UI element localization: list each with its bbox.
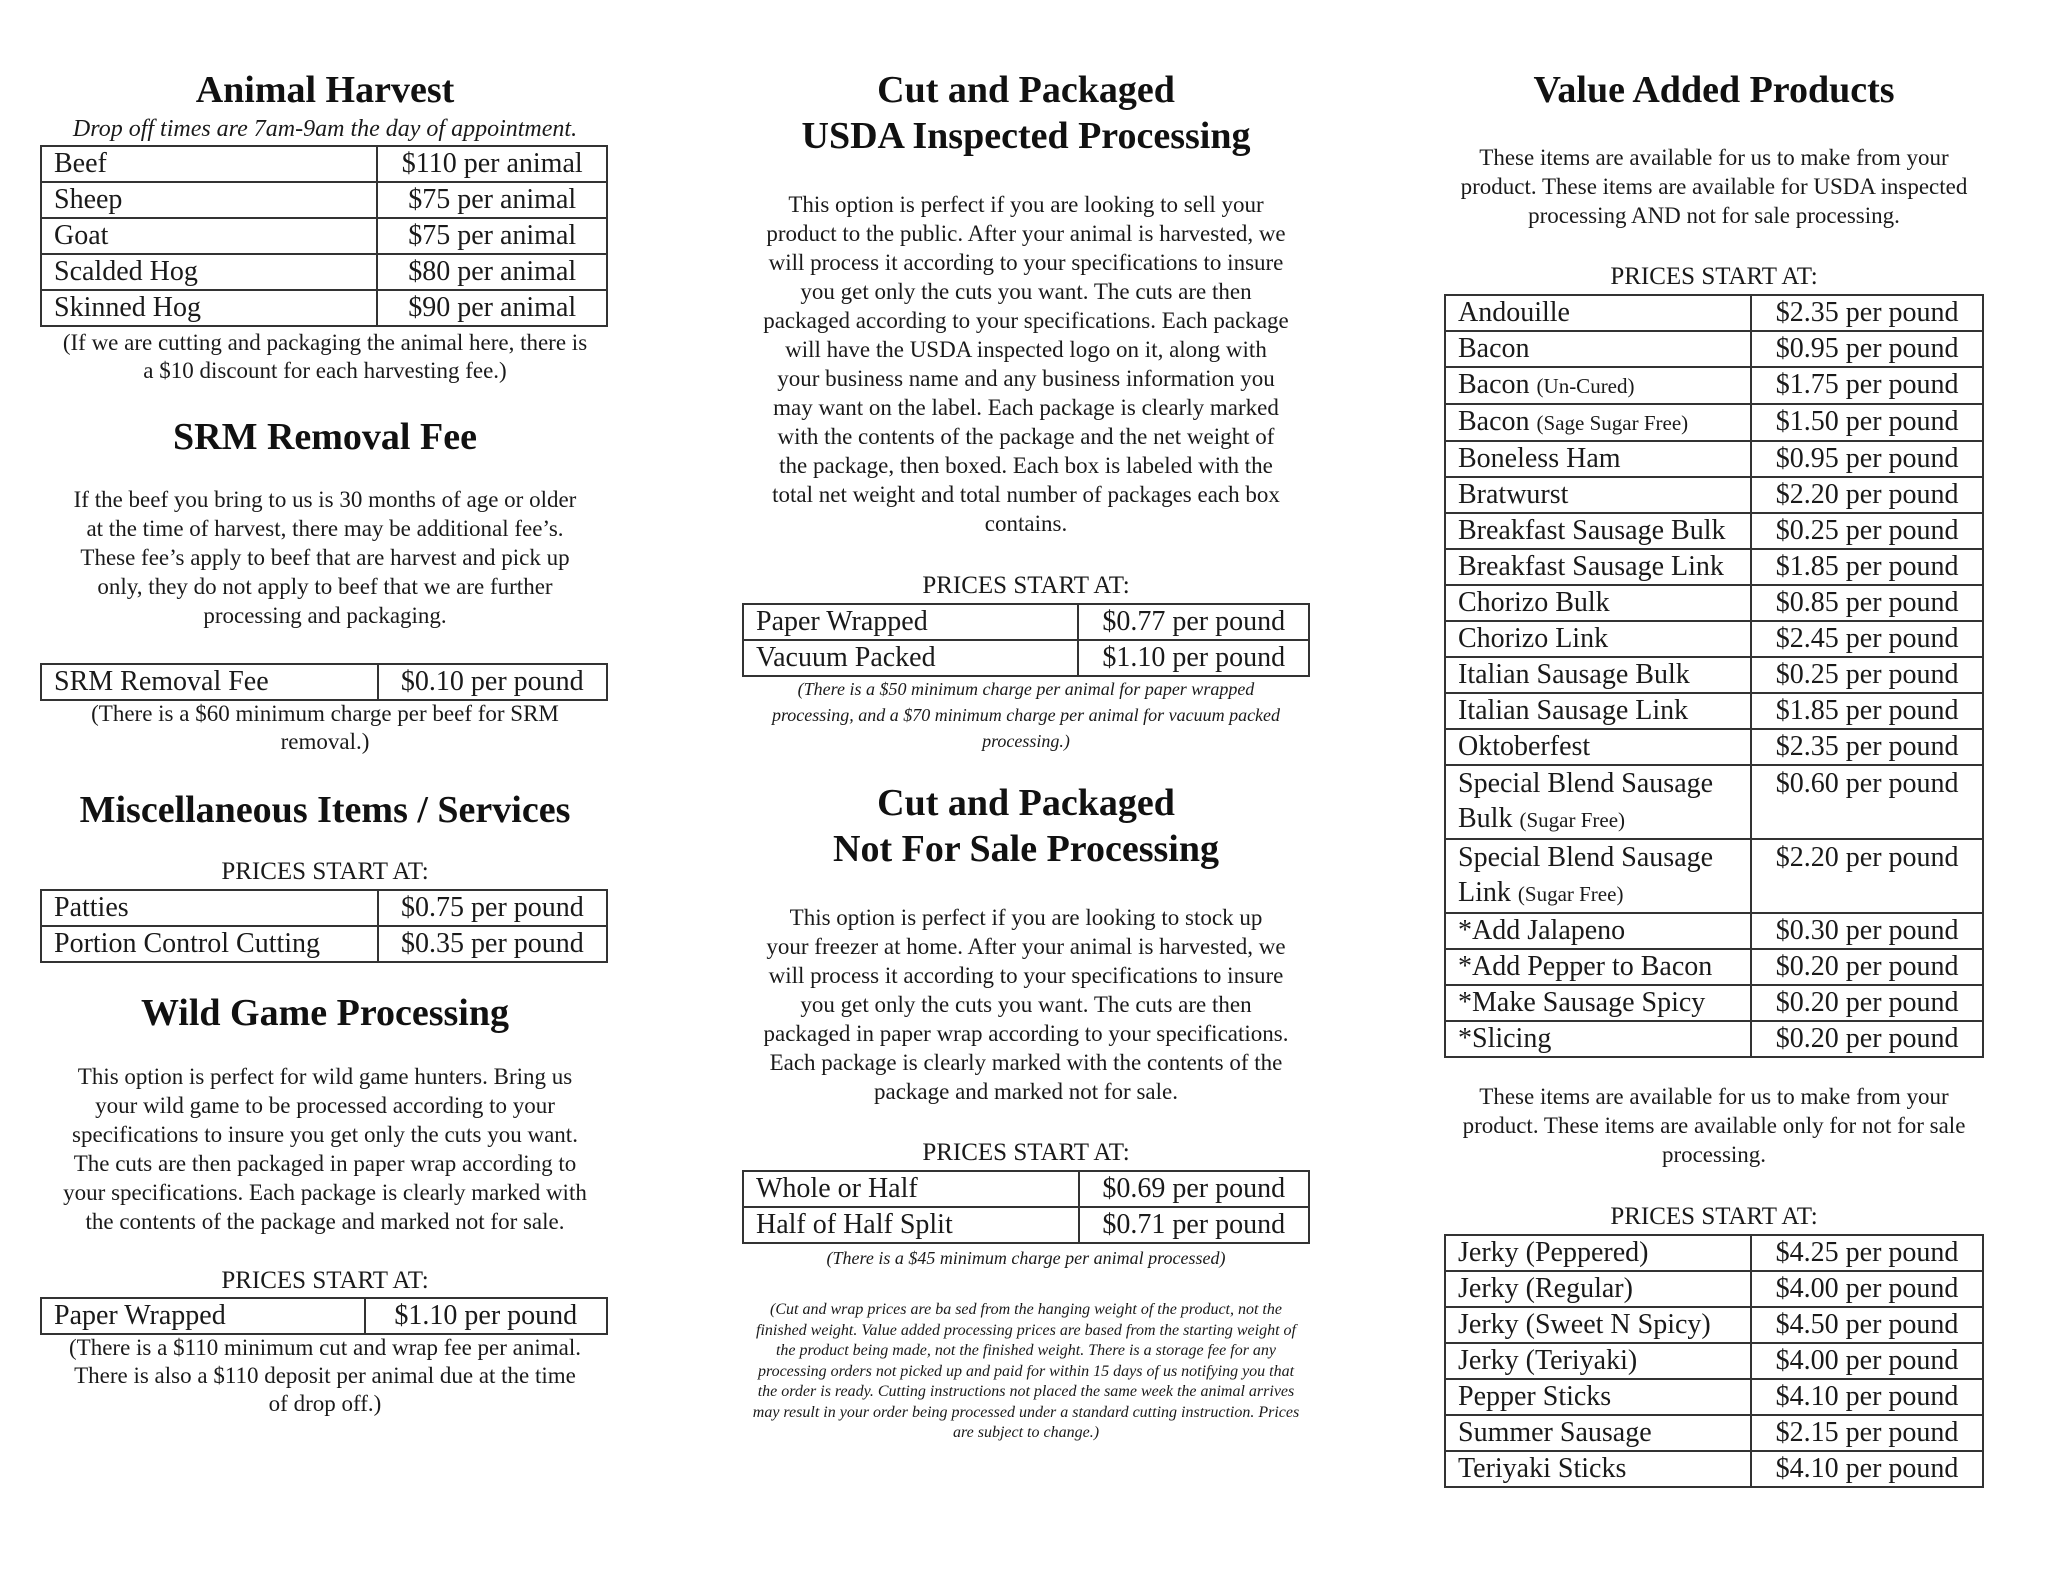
- item-name: Jerky (Teriyaki): [1445, 1343, 1751, 1379]
- note-line: of drop off.): [268, 1391, 382, 1416]
- note-line: (There is a $50 minimum charge per animal for paper wrapped: [797, 679, 1255, 699]
- para-line: Each package is clearly marked with the contents of the: [769, 1050, 1283, 1075]
- fine-line: finished weight. Value added processing prices are based from the starting weight of: [756, 1321, 1296, 1339]
- table-row: [1445, 1307, 1983, 1343]
- fine-line: the order is ready. Cutting instructions not placed the same week the animal arrives: [757, 1383, 1295, 1400]
- para-line: the package, then boxed. Each box is labeled with the: [779, 453, 1273, 478]
- para-line: may want on the label. Each package is clearly marked: [773, 395, 1279, 420]
- item-price: $110 per animal: [377, 146, 607, 182]
- harvest-discount-note: [30, 329, 620, 385]
- note-line: There is also a $110 deposit per animal due at the time: [74, 1363, 576, 1388]
- para-line: will process it according to your specifications to insure: [768, 250, 1284, 275]
- item-name: *Add Pepper to Bacon: [1445, 949, 1751, 985]
- para-line: product. These items are available for USDA inspected: [1460, 174, 1968, 199]
- not-for-sale-table: [742, 1170, 1310, 1244]
- item-price: $1.75 per pound: [1751, 367, 1983, 404]
- table-row: [1445, 765, 1983, 839]
- table-row: [1445, 441, 1983, 477]
- item-price: $0.20 per pound: [1751, 1021, 1983, 1057]
- usda-title: [730, 67, 1322, 159]
- note-line: a $10 discount for each harvesting fee.): [143, 358, 507, 383]
- item-price: $2.35 per pound: [1751, 295, 1983, 331]
- table-row: [41, 254, 607, 290]
- table-row: [1445, 367, 1983, 404]
- animal-harvest-title: Animal Harvest: [195, 69, 455, 111]
- table-row: [1445, 331, 1983, 367]
- item-price: $0.69 per pound: [1079, 1171, 1309, 1207]
- not-for-sale-title: [730, 780, 1322, 872]
- para-line: your business name and any business information you: [777, 366, 1275, 391]
- item-name: Jerky (Regular): [1445, 1271, 1751, 1307]
- item-price: $90 per animal: [377, 290, 607, 326]
- prices-label: PRICES START AT:: [1610, 1203, 1818, 1230]
- para-line: These fee’s apply to beef that are harvest and pick up: [80, 545, 570, 570]
- item-name: Bacon: [1445, 331, 1751, 367]
- para-line: package and marked not for sale.: [874, 1079, 1178, 1104]
- item-price: $75 per animal: [377, 218, 607, 254]
- item-name: Scalded Hog: [41, 254, 377, 290]
- animal-harvest-table: [40, 145, 608, 327]
- item-name: Italian Sausage Bulk: [1445, 657, 1751, 693]
- item-price: $4.25 per pound: [1751, 1235, 1983, 1271]
- item-name: Boneless Ham: [1445, 441, 1751, 477]
- fine-line: (Cut and wrap prices are ba sed from the hanging weight of the product, not the: [770, 1301, 1282, 1318]
- table-row: [1445, 1379, 1983, 1415]
- prices-label: PRICES START AT:: [221, 1267, 429, 1294]
- table-row: [1445, 913, 1983, 949]
- para-line: packaged in paper wrap according to your specifications.: [763, 1021, 1289, 1046]
- table-row: [1445, 1271, 1983, 1307]
- fine-line: are subject to change.): [952, 1424, 1100, 1441]
- item-price: $0.60 per pound: [1751, 765, 1983, 839]
- para-line: your specifications. Each package is clearly marked with: [63, 1180, 587, 1205]
- item-qualifier: (Sugar Free): [1517, 882, 1624, 906]
- para-line: specifications to insure you get only the cuts you want.: [72, 1122, 578, 1147]
- para-line: This option is perfect for wild game hunters. Bring us: [77, 1064, 573, 1089]
- table-row: [1445, 693, 1983, 729]
- wild-game-table: [40, 1297, 608, 1335]
- item-name: Paper Wrapped: [41, 1298, 365, 1334]
- item-price: $0.95 per pound: [1751, 441, 1983, 477]
- item-qualifier: (Sage Sugar Free): [1536, 411, 1689, 435]
- srm-paragraph: [30, 485, 620, 630]
- item-name: Pepper Sticks: [1445, 1379, 1751, 1415]
- not-for-sale-paragraph: [730, 903, 1322, 1106]
- table-row: [1445, 839, 1983, 913]
- item-price: $75 per animal: [377, 182, 607, 218]
- table-row: [41, 664, 607, 700]
- item-name: Chorizo Bulk: [1445, 585, 1751, 621]
- right-column: [1432, 0, 1996, 1582]
- para-line: These items are available for us to make from your: [1479, 1084, 1949, 1109]
- item-price: $0.35 per pound: [378, 926, 607, 962]
- not-for-sale-note: (There is a $45 minimum charge per animal processed): [826, 1248, 1226, 1268]
- table-row: [743, 1171, 1309, 1207]
- note-line: processing, and a $70 minimum charge per animal for vacuum packed: [771, 705, 1281, 725]
- item-price: $0.25 per pound: [1751, 513, 1983, 549]
- title-line: USDA Inspected Processing: [801, 115, 1251, 157]
- para-line: your wild game to be processed according to your: [95, 1093, 555, 1118]
- item-price: $0.77 per pound: [1078, 604, 1309, 640]
- item-price: $4.10 per pound: [1751, 1451, 1983, 1487]
- item-name: Summer Sausage: [1445, 1415, 1751, 1451]
- item-price: $1.10 per pound: [1078, 640, 1309, 676]
- title-line: Not For Sale Processing: [833, 828, 1219, 870]
- para-line: If the beef you bring to us is 30 months of age or older: [73, 487, 577, 512]
- misc-table: [40, 889, 608, 963]
- item-name: *Make Sausage Spicy: [1445, 985, 1751, 1021]
- table-row: [1445, 1235, 1983, 1271]
- item-price: $0.25 per pound: [1751, 657, 1983, 693]
- item-price: $4.00 per pound: [1751, 1271, 1983, 1307]
- item-name: Special Blend Sausage Bulk (Sugar Free): [1445, 765, 1751, 839]
- table-row: [41, 146, 607, 182]
- title-line: Cut and Packaged: [877, 69, 1175, 111]
- para-line: This option is perfect if you are looking to sell your: [788, 192, 1264, 217]
- item-name: *Slicing: [1445, 1021, 1751, 1057]
- note-line: (There is a $110 minimum cut and wrap fee per animal.: [69, 1335, 581, 1360]
- fine-line: processing orders not picked up and paid for within 15 days of us notifying you that: [757, 1362, 1295, 1380]
- table-row: [41, 926, 607, 962]
- item-price: $0.85 per pound: [1751, 585, 1983, 621]
- table-row: [1445, 1343, 1983, 1379]
- item-price: $0.20 per pound: [1751, 949, 1983, 985]
- misc-title: Miscellaneous Items / Services: [79, 789, 571, 831]
- item-price: $0.95 per pound: [1751, 331, 1983, 367]
- table-row: [41, 182, 607, 218]
- usda-paragraph: [730, 190, 1322, 538]
- item-name: Jerky (Sweet N Spicy): [1445, 1307, 1751, 1343]
- srm-note: [30, 700, 620, 756]
- item-name: Oktoberfest: [1445, 729, 1751, 765]
- item-name: Beef: [41, 146, 377, 182]
- para-line: product. These items are available only for not for sale: [1462, 1113, 1966, 1138]
- table-row: [743, 640, 1309, 676]
- item-price: $2.20 per pound: [1751, 839, 1983, 913]
- item-name: Breakfast Sausage Link: [1445, 549, 1751, 585]
- item-price: $80 per animal: [377, 254, 607, 290]
- item-name: Andouille: [1445, 295, 1751, 331]
- item-name: SRM Removal Fee: [41, 664, 378, 700]
- para-line: total net weight and total number of packages each box: [772, 482, 1280, 507]
- item-name: Bacon (Sage Sugar Free): [1445, 404, 1751, 441]
- left-column: [30, 0, 620, 1582]
- table-row: [743, 1207, 1309, 1243]
- para-line: processing AND not for sale processing.: [1528, 203, 1900, 228]
- table-row: [1445, 949, 1983, 985]
- fine-line: may result in your order being processed under a standard cutting instruction. Prices: [752, 1403, 1300, 1421]
- table-row: [1445, 513, 1983, 549]
- table-row: [1445, 985, 1983, 1021]
- item-price: $4.00 per pound: [1751, 1343, 1983, 1379]
- item-name: Vacuum Packed: [743, 640, 1078, 676]
- item-name: Patties: [41, 890, 378, 926]
- para-line: product to the public. After your animal is harvested, we: [766, 221, 1286, 246]
- para-line: packaged according to your specifications. Each package: [763, 308, 1289, 333]
- para-line: you get only the cuts you want. The cuts are then: [800, 279, 1252, 304]
- table-row: [1445, 657, 1983, 693]
- not-for-sale-only-paragraph: [1432, 1082, 1996, 1169]
- item-qualifier: (Sugar Free): [1519, 808, 1626, 832]
- item-price: $1.85 per pound: [1751, 693, 1983, 729]
- item-price: $1.85 per pound: [1751, 549, 1983, 585]
- table-row: [1445, 477, 1983, 513]
- para-line: This option is perfect if you are looking to stock up: [789, 905, 1263, 930]
- item-qualifier: (Un-Cured): [1536, 374, 1635, 398]
- para-line: at the time of harvest, there may be additional fee’s.: [86, 516, 564, 541]
- note-line: (If we are cutting and packaging the animal here, there is: [62, 330, 588, 355]
- item-name: Bratwurst: [1445, 477, 1751, 513]
- note-line: (There is a $60 minimum charge per beef for SRM: [91, 701, 559, 726]
- table-row: [41, 290, 607, 326]
- wild-game-paragraph: [30, 1062, 620, 1236]
- srm-title: SRM Removal Fee: [173, 416, 477, 458]
- para-line: processing and packaging.: [203, 603, 447, 628]
- item-name: Sheep: [41, 182, 377, 218]
- item-price: $0.10 per pound: [378, 664, 607, 700]
- fine-print: [730, 1300, 1322, 1444]
- item-price: $4.10 per pound: [1751, 1379, 1983, 1415]
- jerky-table: [1444, 1234, 1984, 1488]
- item-price: $1.10 per pound: [365, 1298, 607, 1334]
- item-name: Paper Wrapped: [743, 604, 1078, 640]
- para-line: only, they do not apply to beef that we are further: [97, 574, 553, 599]
- table-row: [41, 1298, 607, 1334]
- table-row: [1445, 295, 1983, 331]
- value-added-title: Value Added Products: [1533, 69, 1895, 111]
- para-line: with the contents of the package and the net weight of: [777, 424, 1275, 449]
- wild-game-title: Wild Game Processing: [140, 992, 510, 1034]
- table-row: [41, 218, 607, 254]
- srm-table: [40, 663, 608, 701]
- item-name: Breakfast Sausage Bulk: [1445, 513, 1751, 549]
- item-name: Teriyaki Sticks: [1445, 1451, 1751, 1487]
- item-price: $2.45 per pound: [1751, 621, 1983, 657]
- table-row: [1445, 585, 1983, 621]
- para-line: These items are available for us to make from your: [1479, 145, 1949, 170]
- table-row: [1445, 1451, 1983, 1487]
- table-row: [743, 604, 1309, 640]
- usda-note: [730, 676, 1322, 754]
- para-line: the contents of the package and marked not for sale.: [85, 1209, 565, 1234]
- item-price: $4.50 per pound: [1751, 1307, 1983, 1343]
- item-name: Bacon (Un-Cured): [1445, 367, 1751, 404]
- item-name: Half of Half Split: [743, 1207, 1079, 1243]
- item-price: $1.50 per pound: [1751, 404, 1983, 441]
- item-name: Whole or Half: [743, 1171, 1079, 1207]
- item-price: $0.75 per pound: [378, 890, 607, 926]
- item-name: *Add Jalapeno: [1445, 913, 1751, 949]
- prices-label: PRICES START AT:: [922, 1139, 1130, 1166]
- note-line: processing.): [982, 731, 1070, 751]
- prices-label: PRICES START AT:: [1610, 263, 1818, 290]
- prices-label: PRICES START AT:: [221, 858, 429, 885]
- item-price: $0.71 per pound: [1079, 1207, 1309, 1243]
- item-price: $2.35 per pound: [1751, 729, 1983, 765]
- table-row: [1445, 1021, 1983, 1057]
- para-line: contains.: [984, 511, 1068, 536]
- item-name: Special Blend Sausage Link (Sugar Free): [1445, 839, 1751, 913]
- para-line: will have the USDA inspected logo on it, along with: [785, 337, 1267, 362]
- para-line: your freezer at home. After your animal is harvested, we: [766, 934, 1286, 959]
- table-row: [1445, 549, 1983, 585]
- middle-column: [730, 0, 1322, 1582]
- table-row: [1445, 404, 1983, 441]
- item-name: Skinned Hog: [41, 290, 377, 326]
- item-price: $2.15 per pound: [1751, 1415, 1983, 1451]
- drop-off-times: Drop off times are 7am-9am the day of appointment.: [72, 116, 578, 142]
- prices-label: PRICES START AT:: [922, 572, 1130, 599]
- table-row: [1445, 621, 1983, 657]
- fine-line: the product being made, not the finished weight. There is a storage fee for any: [775, 1342, 1277, 1359]
- table-row: [1445, 1415, 1983, 1451]
- item-name: Chorizo Link: [1445, 621, 1751, 657]
- item-price: $2.20 per pound: [1751, 477, 1983, 513]
- item-name: Portion Control Cutting: [41, 926, 378, 962]
- para-line: will process it according to your specifications to insure: [768, 963, 1284, 988]
- value-added-paragraph: [1432, 143, 1996, 230]
- note-line: removal.): [280, 729, 370, 754]
- para-line: processing.: [1661, 1142, 1767, 1167]
- table-row: [41, 890, 607, 926]
- table-row: [1445, 729, 1983, 765]
- item-name: Goat: [41, 218, 377, 254]
- usda-table: [742, 603, 1310, 677]
- item-name: Italian Sausage Link: [1445, 693, 1751, 729]
- item-price: $0.20 per pound: [1751, 985, 1983, 1021]
- title-line: Cut and Packaged: [877, 782, 1175, 824]
- item-price: $0.30 per pound: [1751, 913, 1983, 949]
- wild-game-note: [30, 1334, 620, 1418]
- para-line: you get only the cuts you want. The cuts are then: [800, 992, 1252, 1017]
- para-line: The cuts are then packaged in paper wrap according to: [73, 1151, 577, 1176]
- item-name: Jerky (Peppered): [1445, 1235, 1751, 1271]
- value-added-table: [1444, 294, 1984, 1058]
